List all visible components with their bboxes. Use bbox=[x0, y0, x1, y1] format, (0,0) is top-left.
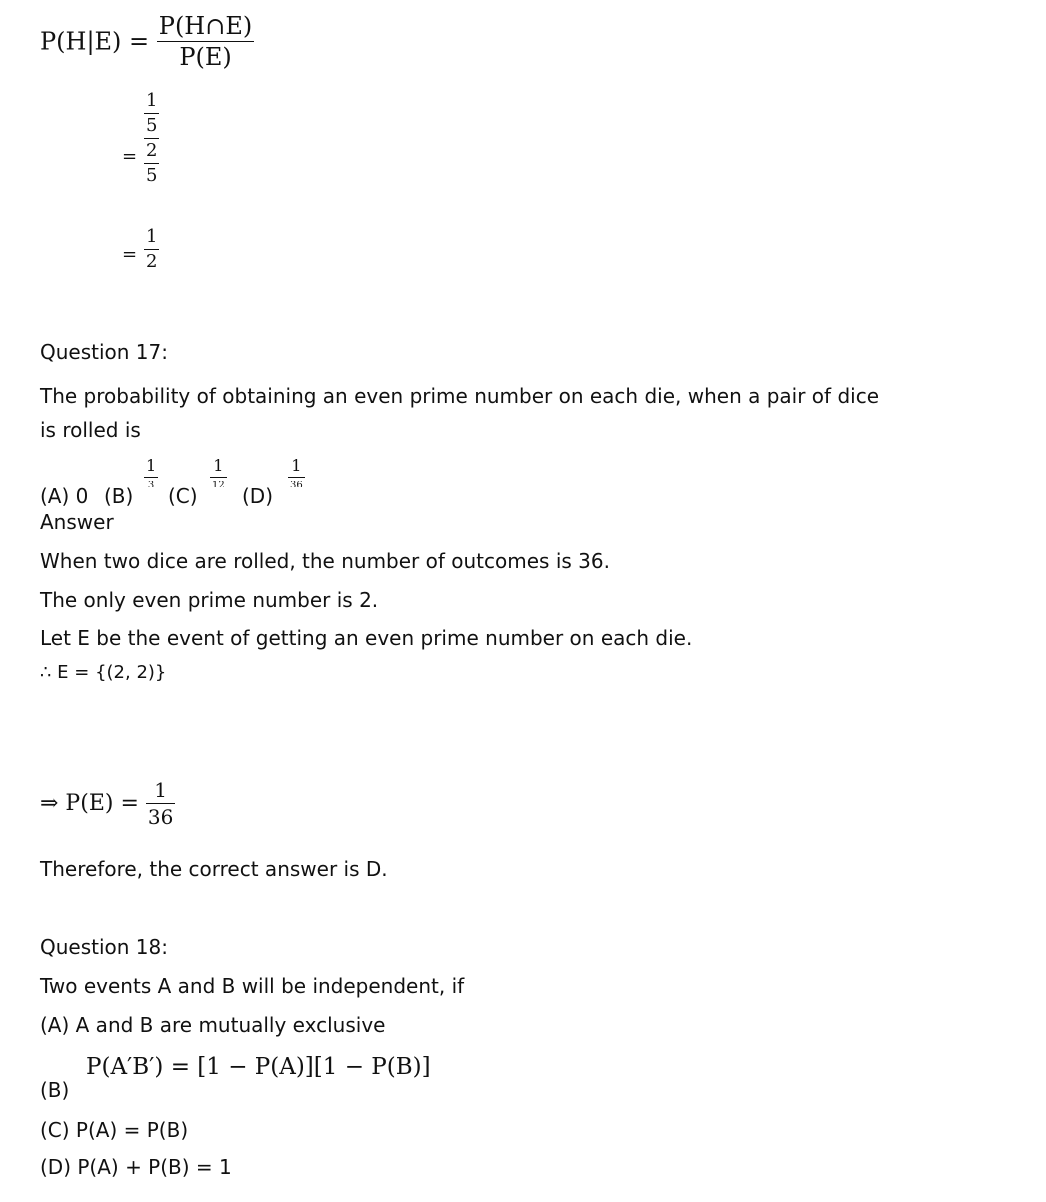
question-17-text-line2: is rolled is bbox=[40, 418, 141, 442]
option-c-num: 1 bbox=[213, 456, 224, 475]
question-18-option-b-label: (B) bbox=[40, 1078, 70, 1102]
option-b-num: 1 bbox=[146, 456, 157, 475]
fraction-bar bbox=[144, 477, 158, 478]
compound-bot-num: 2 bbox=[146, 140, 158, 161]
result-fraction bbox=[144, 228, 159, 271]
conditional-prob-lhs: P(H|E) = bbox=[40, 27, 150, 56]
fraction-bar bbox=[144, 113, 159, 114]
pe-num: 1 bbox=[154, 778, 167, 802]
fraction-bar bbox=[210, 477, 227, 478]
option-b-fraction bbox=[144, 458, 158, 487]
compound-top-den: 5 bbox=[146, 115, 158, 136]
option-a: (A) 0 bbox=[40, 484, 89, 508]
question-18-option-a: (A) A and B are mutually exclusive bbox=[40, 1013, 386, 1037]
option-c-fraction bbox=[210, 458, 227, 487]
question-17-title: Question 17: bbox=[40, 340, 168, 364]
compound-bot-den: 5 bbox=[146, 165, 158, 186]
fraction-bar bbox=[288, 477, 305, 478]
option-c-den: 12 bbox=[212, 481, 225, 487]
answer-line-1: When two dice are rolled, the number of outcomes is 36. bbox=[40, 549, 610, 573]
pe-lhs: ⇒ P(E) = bbox=[40, 791, 139, 816]
option-c-label: (C) bbox=[168, 484, 198, 508]
result-den: 2 bbox=[146, 251, 158, 272]
answer-line-4: ∴ E = {(2, 2)} bbox=[40, 662, 167, 683]
fraction-bar bbox=[146, 803, 175, 804]
question-18-option-d: (D) P(A) + P(B) = 1 bbox=[40, 1155, 232, 1179]
question-18-option-c: (C) P(A) = P(B) bbox=[40, 1118, 189, 1142]
equals-sign: = bbox=[122, 146, 138, 167]
option-b-label: (B) bbox=[104, 484, 134, 508]
answer-label: Answer bbox=[40, 510, 114, 534]
equals-sign: = bbox=[122, 244, 138, 265]
option-d-num: 1 bbox=[291, 456, 302, 475]
fraction-bar bbox=[144, 249, 159, 250]
question-18-text: Two events A and B will be independent, if bbox=[40, 974, 465, 998]
fraction-denominator: P(E) bbox=[179, 43, 232, 71]
compound-top-num: 1 bbox=[146, 90, 158, 111]
fraction-bar bbox=[144, 163, 159, 164]
main-fraction-bar bbox=[144, 138, 159, 139]
question-18-title: Question 18: bbox=[40, 935, 168, 959]
answer-line-2: The only even prime number is 2. bbox=[40, 588, 379, 612]
pe-equation bbox=[40, 780, 175, 827]
question-17-text-line1: The probability of obtaining an even prime number on each die, when a pair of dice bbox=[40, 384, 879, 408]
conditional-prob-fraction bbox=[157, 14, 254, 69]
compound-fraction bbox=[144, 92, 159, 185]
conclusion: Therefore, the correct answer is D. bbox=[40, 857, 388, 881]
option-b-den: 3 bbox=[147, 481, 155, 487]
answer-line-3: Let E be the event of getting an even prime number on each die. bbox=[40, 626, 693, 650]
option-d-label: (D) bbox=[242, 484, 274, 508]
question-18-option-b-expr: P(A′B′) = [1 − P(A)][1 − P(B)] bbox=[86, 1054, 431, 1080]
fraction-bar bbox=[157, 41, 254, 42]
option-d-den: 36 bbox=[290, 481, 303, 487]
fraction-numerator: P(H∩E) bbox=[158, 12, 253, 40]
conditional-prob-equation bbox=[40, 14, 254, 69]
pe-den: 36 bbox=[147, 805, 174, 829]
option-d-fraction bbox=[288, 458, 305, 487]
result-num: 1 bbox=[146, 226, 158, 247]
pe-fraction bbox=[146, 780, 175, 827]
